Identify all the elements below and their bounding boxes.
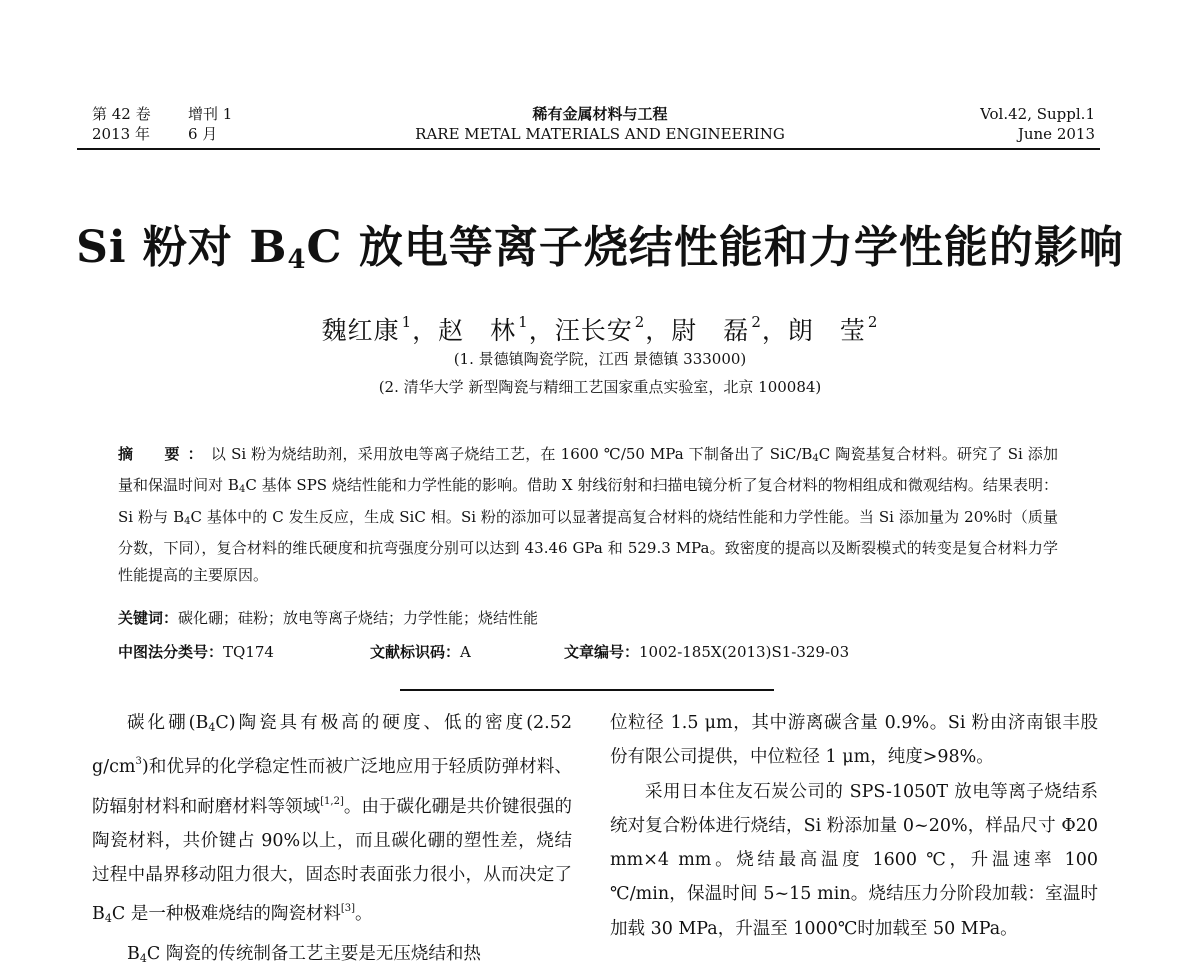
author-name: 汪长安 bbox=[554, 316, 633, 345]
month: 6 月 bbox=[188, 125, 218, 143]
clc-value: TQ174 bbox=[223, 643, 274, 661]
author-affiliation: 1 bbox=[401, 313, 413, 331]
abstract-text: C 基体中的 C 发生反应，生成 SiC 相。Si 粉的添加可以显著提高复合材料的烧结性能和力学性能。当 Si 添加量为 20%时（质量分数，下同），复合材料的维氏硬度和抗弯强度分别可以达到 43.46 GPa 和 529.3 MPa。致密度的提高以及断裂模式的转变是复合材料力学性能提高的主要原因。 bbox=[118, 507, 1058, 585]
article-number-label: 文章编号： bbox=[564, 643, 640, 661]
affiliation-1: (1. 景德镇陶瓷学院，江西 景德镇 333000) bbox=[453, 350, 747, 368]
header-rule bbox=[77, 148, 1100, 150]
abstract bbox=[118, 441, 1058, 589]
clc-number bbox=[118, 640, 274, 664]
paragraph: 采用日本住友石炭公司的 SPS-1050T 放电等离子烧结系统对复合粉体进行烧结，Si 粉添加量 0~20%，样品尺寸 Φ20 mm×4 mm。烧结最高温度 1600 ℃，升温速率 100 ℃/min，保温时间 5~15 min。烧结压力分阶段加载：室温时加载 30 MPa，升温至 1000℃时加载至 50 MPa。 bbox=[610, 781, 1098, 939]
clc-label: 中图法分类号： bbox=[118, 643, 224, 661]
citation: [3] bbox=[340, 903, 355, 915]
subscript: 4 bbox=[812, 453, 819, 464]
journal-title-en: RARE METAL MATERIALS AND ENGINEERING bbox=[415, 125, 785, 143]
body-column-right bbox=[610, 706, 1098, 946]
author-name: 朗 莹 bbox=[787, 316, 866, 345]
keywords-label: 关键词： bbox=[118, 609, 179, 627]
author-separator: ， bbox=[761, 316, 788, 345]
subscript: 4 bbox=[208, 721, 216, 734]
abstract-label: 摘 要： bbox=[118, 445, 211, 463]
affiliation-2: (2. 清华大学 新型陶瓷与精细工艺国家重点实验室，北京 100084) bbox=[378, 378, 822, 396]
author-affiliation: 1 bbox=[518, 313, 529, 331]
abstract-text: C 基体 SPS 烧结性能和力学性能的影响。借助 X 射线衍射和扫描电镜分析了复合材料的物相组成和微观结构。结果表明：Si 粉与 B bbox=[118, 476, 1058, 526]
supplement: 增刊 1 bbox=[188, 105, 233, 123]
title-subscript: 4 bbox=[287, 245, 307, 275]
subscript: 4 bbox=[104, 912, 112, 926]
doc-code-label: 文献标识码： bbox=[370, 643, 461, 661]
author-separator: ， bbox=[528, 316, 555, 345]
document-code bbox=[370, 640, 471, 664]
author-name: 魏红康 bbox=[321, 316, 400, 345]
date-en: June 2013 bbox=[1017, 125, 1095, 143]
citation: [1,2] bbox=[320, 795, 344, 807]
abstract-text: 以 Si 粉为烧结助剂，采用放电等离子烧结工艺，在 1600 ℃/50 MPa 下制备出了 SiC/B bbox=[210, 445, 813, 463]
article-number-value: 1002-185X(2013)S1-329-03 bbox=[639, 643, 850, 661]
article-number bbox=[564, 640, 849, 664]
section-separator bbox=[400, 689, 774, 691]
abstract-text: C 陶瓷基复合材料。研究了 Si 添加量和保温时间对 B bbox=[118, 445, 1058, 495]
volume: 第 42 卷 bbox=[92, 105, 151, 123]
author-list bbox=[0, 306, 1200, 347]
subscript: 4 bbox=[184, 515, 191, 527]
superscript: 3 bbox=[135, 756, 142, 768]
paragraph: 碳化硼$(B_4C)$陶瓷具有极高的硬度、低的密度(2.52 $g/cm^3$)和优异的化学稳定性而被广泛地应用于轻质防弹材料、防辐射材料和耐磨材料等领域[1,2]。由于碳化硼是共价键很强的陶瓷材料，共价键占 90%以上，而且碳化硼的塑性差，烧结过程中晶界移动阻力很大，固态时表面张力很小，从而决定了 $B_4C$ 是一种极难烧结的陶瓷材料[3]。 bbox=[92, 713, 573, 926]
paper-title bbox=[0, 220, 1200, 288]
subscript: 4 bbox=[139, 951, 147, 965]
doc-code-value: A bbox=[460, 643, 471, 661]
author-affiliation: 2 bbox=[634, 313, 646, 331]
running-header-right bbox=[980, 104, 1095, 144]
author-separator: ， bbox=[412, 316, 439, 345]
author-separator: ， bbox=[645, 316, 672, 345]
volume-en: Vol.42, Suppl.1 bbox=[980, 105, 1095, 123]
title-part-2: C 放电等离子烧结性能和力学性能的影响 bbox=[306, 222, 1124, 273]
body-column-left bbox=[92, 706, 572, 976]
title-part-1: Si 粉对 B bbox=[76, 222, 288, 273]
paragraph: 位粒径 1.5 μm，其中游离碳含量 0.9%。Si 粉由济南银丰股份有限公司提供，中位粒径 1 μm，纯度>98%。 bbox=[610, 713, 1098, 768]
keywords bbox=[118, 606, 538, 630]
author-affiliation: 2 bbox=[751, 313, 762, 331]
author-affiliation: 2 bbox=[867, 313, 879, 331]
keywords-text: 碳化硼；硅粉；放电等离子烧结；力学性能；烧结性能 bbox=[178, 609, 539, 627]
author-name: 尉 磊 bbox=[671, 316, 750, 345]
journal-title-cn: 稀有金属材料与工程 bbox=[532, 105, 668, 123]
author-name: 赵 林 bbox=[438, 316, 517, 345]
paragraph: $B_4C$ 陶瓷的传统制备工艺主要是无压烧结和热 bbox=[127, 943, 481, 965]
year: 2013 年 bbox=[92, 125, 150, 143]
subscript: 4 bbox=[238, 484, 246, 496]
